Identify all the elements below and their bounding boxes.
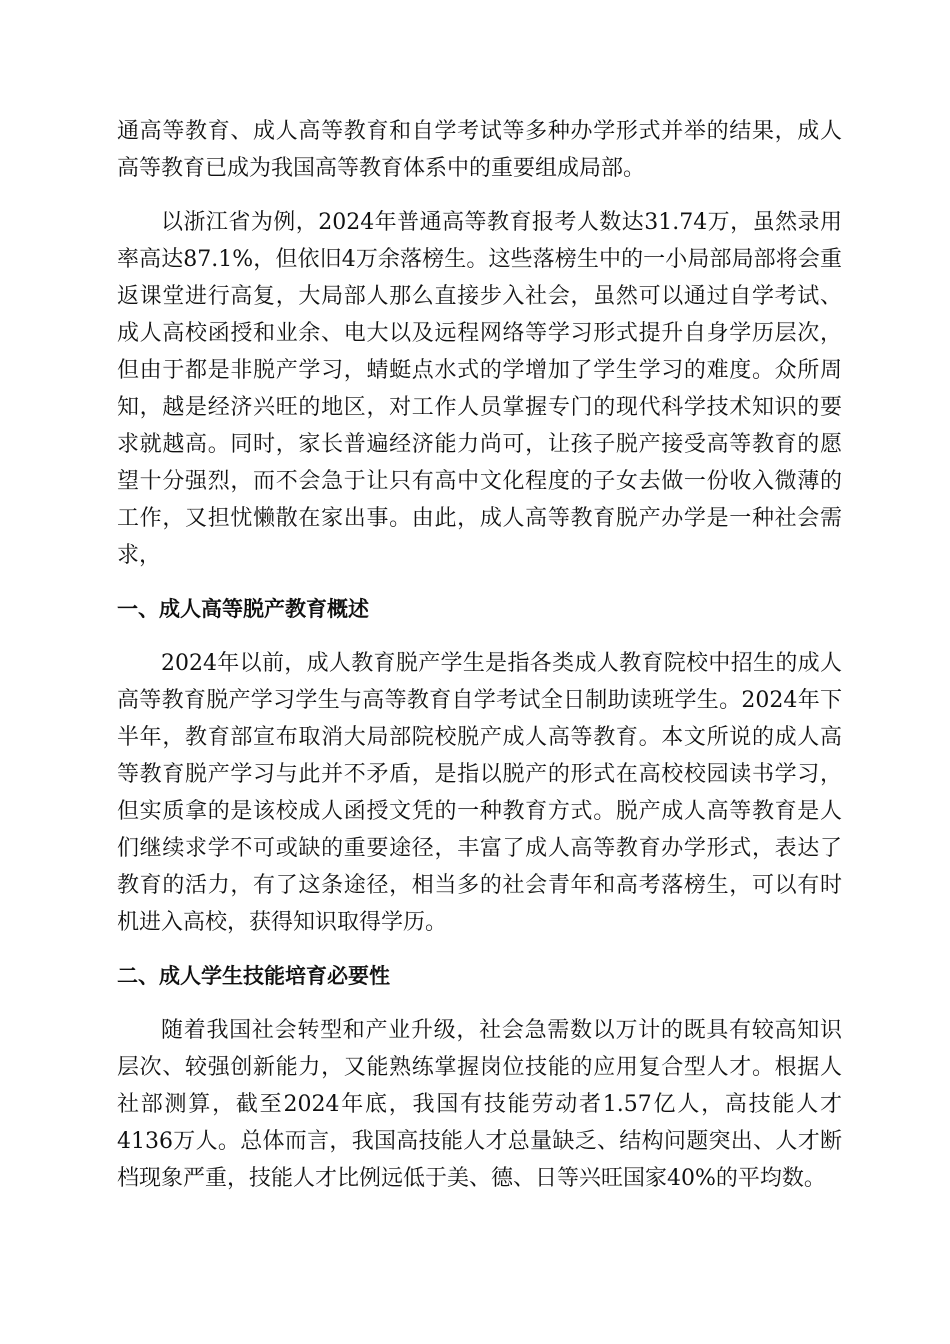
paragraph-gap	[117, 941, 842, 958]
paragraph-gap	[117, 628, 842, 645]
paragraph-gap	[117, 187, 842, 204]
document-page	[117, 113, 842, 1197]
paragraph-necessity: 随着我国社会转型和产业升级，社会急需数以万计的既具有较高知识层次、较强创新能力，又能熟练掌握岗位技能的应用复合型人才。根据人社部测算，截至2024年底，我国有技能劳动者1.57亿人，高技能人才4136万人。总体而言，我国高技能人才总量缺乏、结构问题突出、人才断档现象严重，技能人才比例远低于美、德、日等兴旺国家40%的平均数。	[117, 1018, 842, 1191]
paragraph-gap	[117, 995, 842, 1012]
section-heading-overview: 一、成人高等脱产教育概述	[117, 597, 369, 621]
paragraph-gap	[117, 574, 842, 591]
paragraph-overview: 2024年以前，成人教育脱产学生是指各类成人教育院校中招生的成人高等教育脱产学习学生与高等教育自学考试全日制助读班学生。2024年下半年，教育部宣布取消大局部院校脱产成人高等教育。本文所说的成人高等教育脱产学习与此并不矛盾，是指以脱产的形式在高校校园读书学习，但实质拿的是该校成人函授文凭的一种教育方式。脱产成人高等教育是人们继续求学不可或缺的重要途径，丰富了成人高等教育办学形式，表达了教育的活力，有了这条途径，相当多的社会青年和高考落榜生，可以有时机进入高校，获得知识取得学历。	[117, 651, 842, 935]
paragraph-zhejiang-example: 以浙江省为例，2024年普通高等教育报考人数达31.74万，虽然录用率高达87.1%，但依旧4万余落榜生。这些落榜生中的一小局部局部将会重返课堂进行高复，大局部人那么直接步入社会，虽然可以通过自学考试、成人高校函授和业余、电大以及远程网络等学习形式提升自身学历层次，但由于都是非脱产学习，蜻蜓点水式的学增加了学生学习的难度。众所周知，越是经济兴旺的地区，对工作人员掌握专门的现代科学技术知识的要求就越高。同时，家长普遍经济能力尚可，让孩子脱产接受高等教育的愿望十分强烈，而不会急于让只有高中文化程度的子女去做一份收入微薄的工作，又担忧懒散在家出事。由此，成人高等教育脱产办学是一种社会需求，	[117, 210, 842, 568]
paragraph-continued: 通高等教育、成人高等教育和自学考试等多种办学形式并举的结果，成人高等教育已成为我国高等教育体系中的重要组成局部。	[117, 119, 842, 181]
section-heading-necessity: 二、成人学生技能培育必要性	[117, 964, 390, 988]
